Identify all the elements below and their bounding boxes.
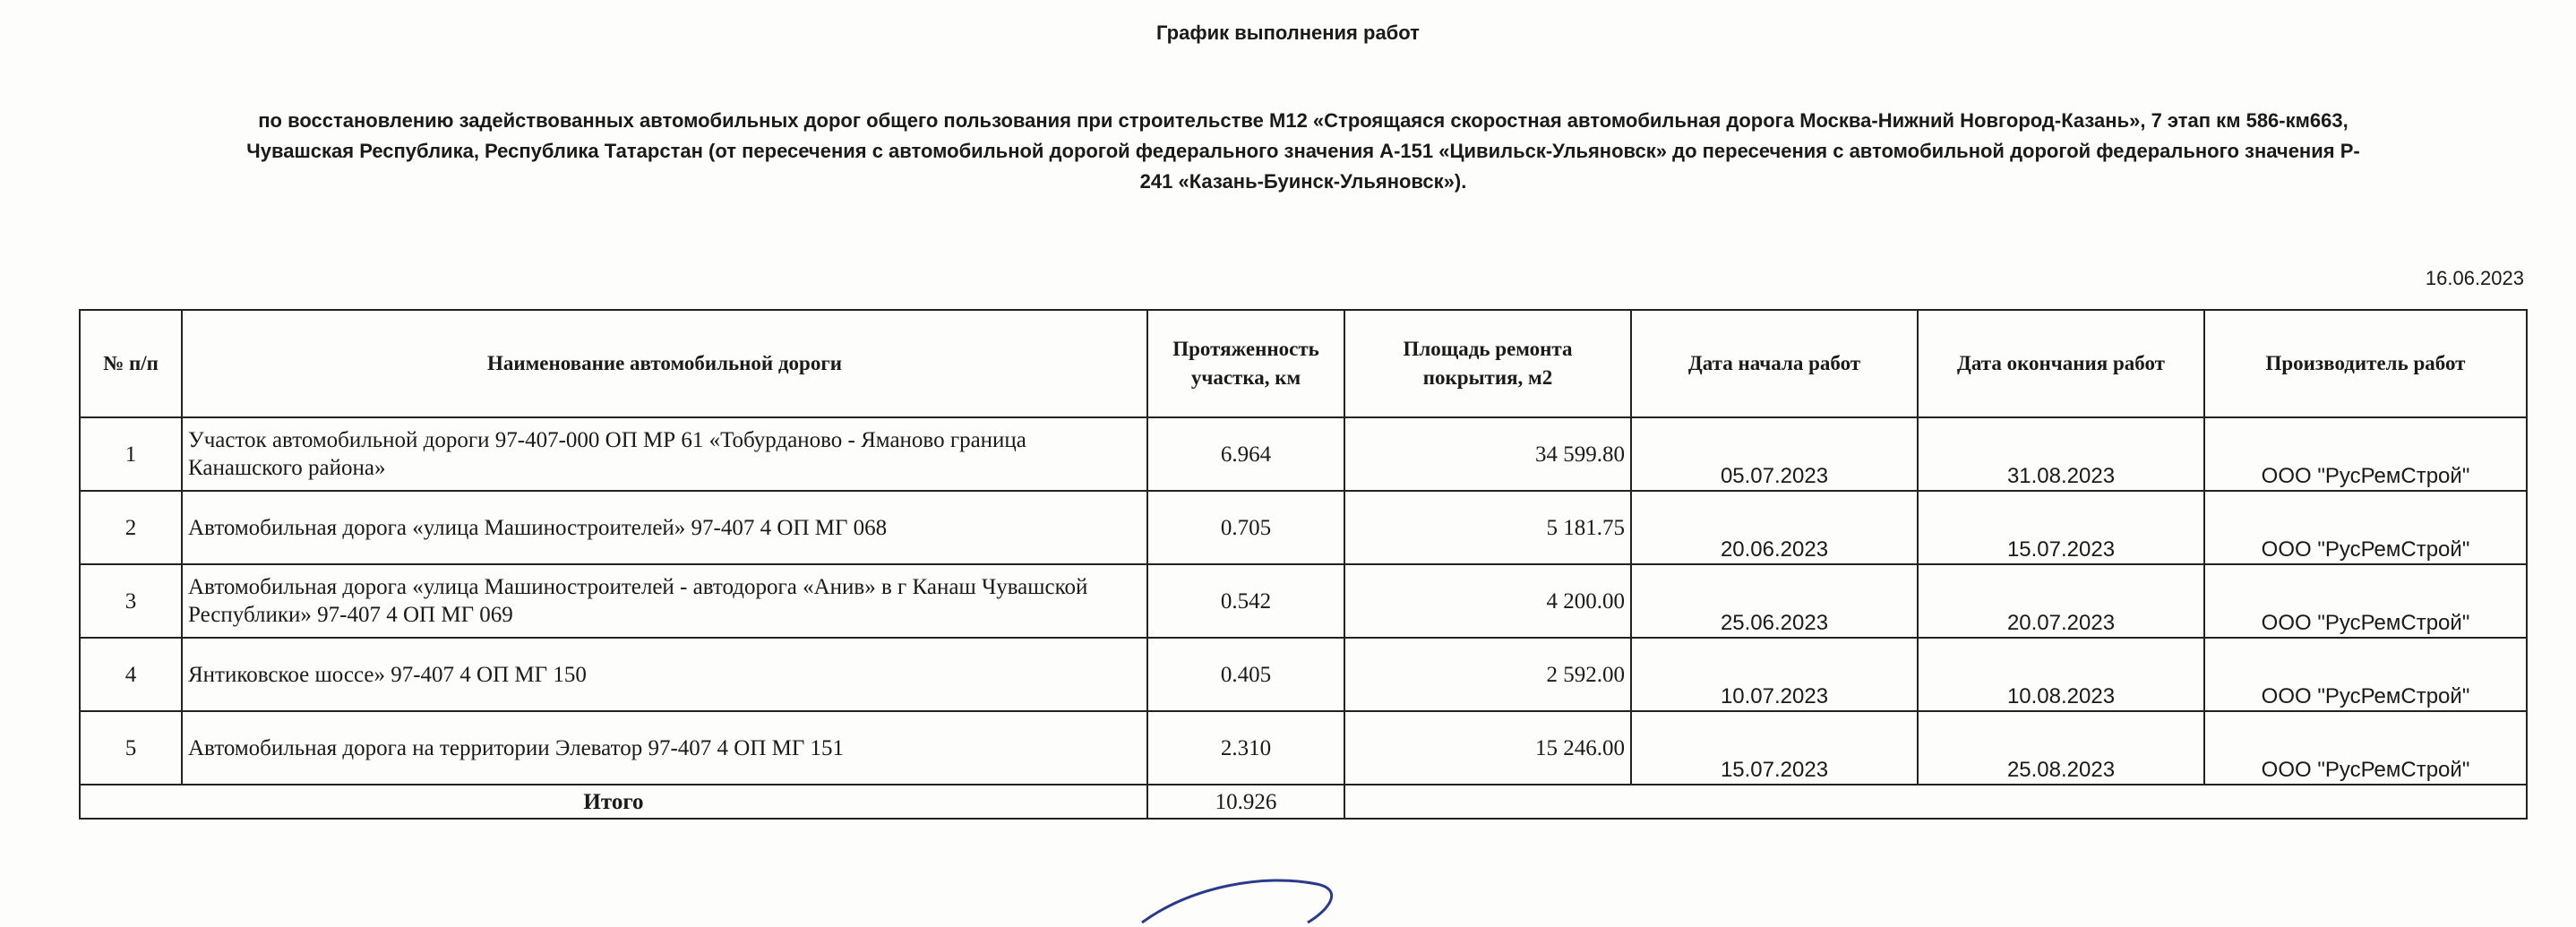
header-end-date: Дата окончания работ	[1918, 310, 2204, 417]
row-road-name: Автомобильная дорога «улица Машиностроителей - автодорога «Анив» в г Канаш Чувашской Республики» 97-407 4 ОП МГ 069	[182, 564, 1147, 638]
subtitle-line-3: 241 «Казань-Буинск-Ульяновск»).	[1139, 170, 1467, 193]
row-end-date: 10.08.2023	[1918, 638, 2204, 711]
header-length: Протяженность участка, км	[1147, 310, 1344, 417]
total-empty-cell	[1344, 785, 2527, 819]
row-area: 2 592.00	[1344, 638, 1631, 711]
table-row	[80, 417, 2527, 491]
row-length: 2.310	[1147, 711, 1344, 785]
row-start-date: 05.07.2023	[1631, 417, 1918, 491]
row-num: 4	[80, 638, 182, 711]
row-end-date: 25.08.2023	[1918, 711, 2204, 785]
row-start-date: 20.06.2023	[1631, 491, 1918, 564]
table-header-row	[80, 310, 2527, 417]
row-num: 5	[80, 711, 182, 785]
row-area: 4 200.00	[1344, 564, 1631, 638]
work-schedule-table	[79, 309, 2528, 820]
signature-stroke	[1138, 873, 1352, 927]
document-date: 16.06.2023	[2425, 267, 2524, 289]
row-contractor: ООО "РусРемСтрой"	[2204, 417, 2527, 491]
row-start-date: 25.06.2023	[1631, 564, 1918, 638]
row-length: 0.542	[1147, 564, 1344, 638]
header-start-date: Дата начала работ	[1631, 310, 1918, 417]
row-num: 3	[80, 564, 182, 638]
table-row	[80, 564, 2527, 638]
table-row	[80, 638, 2527, 711]
row-area: 34 599.80	[1344, 417, 1631, 491]
header-contractor: Производитель работ	[2204, 310, 2527, 417]
row-num: 2	[80, 491, 182, 564]
row-length: 6.964	[1147, 417, 1344, 491]
subtitle-line-2: Чувашская Республика, Республика Татарстан (от пересечения с автомобильной дорогой федерального значения А-151 «Цивильск-Ульяновск» до пересечения с автомобильной дорогой федерального значения Р-	[246, 140, 2360, 162]
total-length: 10.926	[1147, 785, 1344, 819]
row-num: 1	[80, 417, 182, 491]
header-num: № п/п	[80, 310, 182, 417]
row-length: 0.405	[1147, 638, 1344, 711]
total-row	[80, 785, 2527, 819]
row-start-date: 15.07.2023	[1631, 711, 1918, 785]
subtitle-line-1: по восстановлению задействованных автомобильных дорог общего пользования при строительстве М12 «Строящаяся скоростная автомобильная дорога Москва-Нижний Новгород-Казань», 7 этап км 586-км663,	[258, 109, 2348, 132]
row-road-name: Участок автомобильной дороги 97-407-000 ОП МР 61 «Тобурданово - Яманово граница Канашского района»	[182, 417, 1147, 491]
row-end-date: 15.07.2023	[1918, 491, 2204, 564]
header-road-name: Наименование автомобильной дороги	[182, 310, 1147, 417]
total-label: Итого	[80, 785, 1147, 819]
row-end-date: 31.08.2023	[1918, 417, 2204, 491]
row-end-date: 20.07.2023	[1918, 564, 2204, 638]
row-road-name: Янтиковское шоссе» 97-407 4 ОП МГ 150	[182, 638, 1147, 711]
row-contractor: ООО "РусРемСтрой"	[2204, 638, 2527, 711]
row-contractor: ООО "РусРемСтрой"	[2204, 711, 2527, 785]
row-contractor: ООО "РусРемСтрой"	[2204, 564, 2527, 638]
document-subtitle	[81, 106, 2526, 197]
document-title: График выполнения работ	[1156, 21, 1420, 44]
row-length: 0.705	[1147, 491, 1344, 564]
header-area: Площадь ремонта покрытия, м2	[1344, 310, 1631, 417]
row-area: 5 181.75	[1344, 491, 1631, 564]
row-start-date: 10.07.2023	[1631, 638, 1918, 711]
row-road-name: Автомобильная дорога «улица Машиностроителей» 97-407 4 ОП МГ 068	[182, 491, 1147, 564]
table-row	[80, 711, 2527, 785]
table-row	[80, 491, 2527, 564]
row-area: 15 246.00	[1344, 711, 1631, 785]
row-road-name: Автомобильная дорога на территории Элеватор 97-407 4 ОП МГ 151	[182, 711, 1147, 785]
row-contractor: ООО "РусРемСтрой"	[2204, 491, 2527, 564]
